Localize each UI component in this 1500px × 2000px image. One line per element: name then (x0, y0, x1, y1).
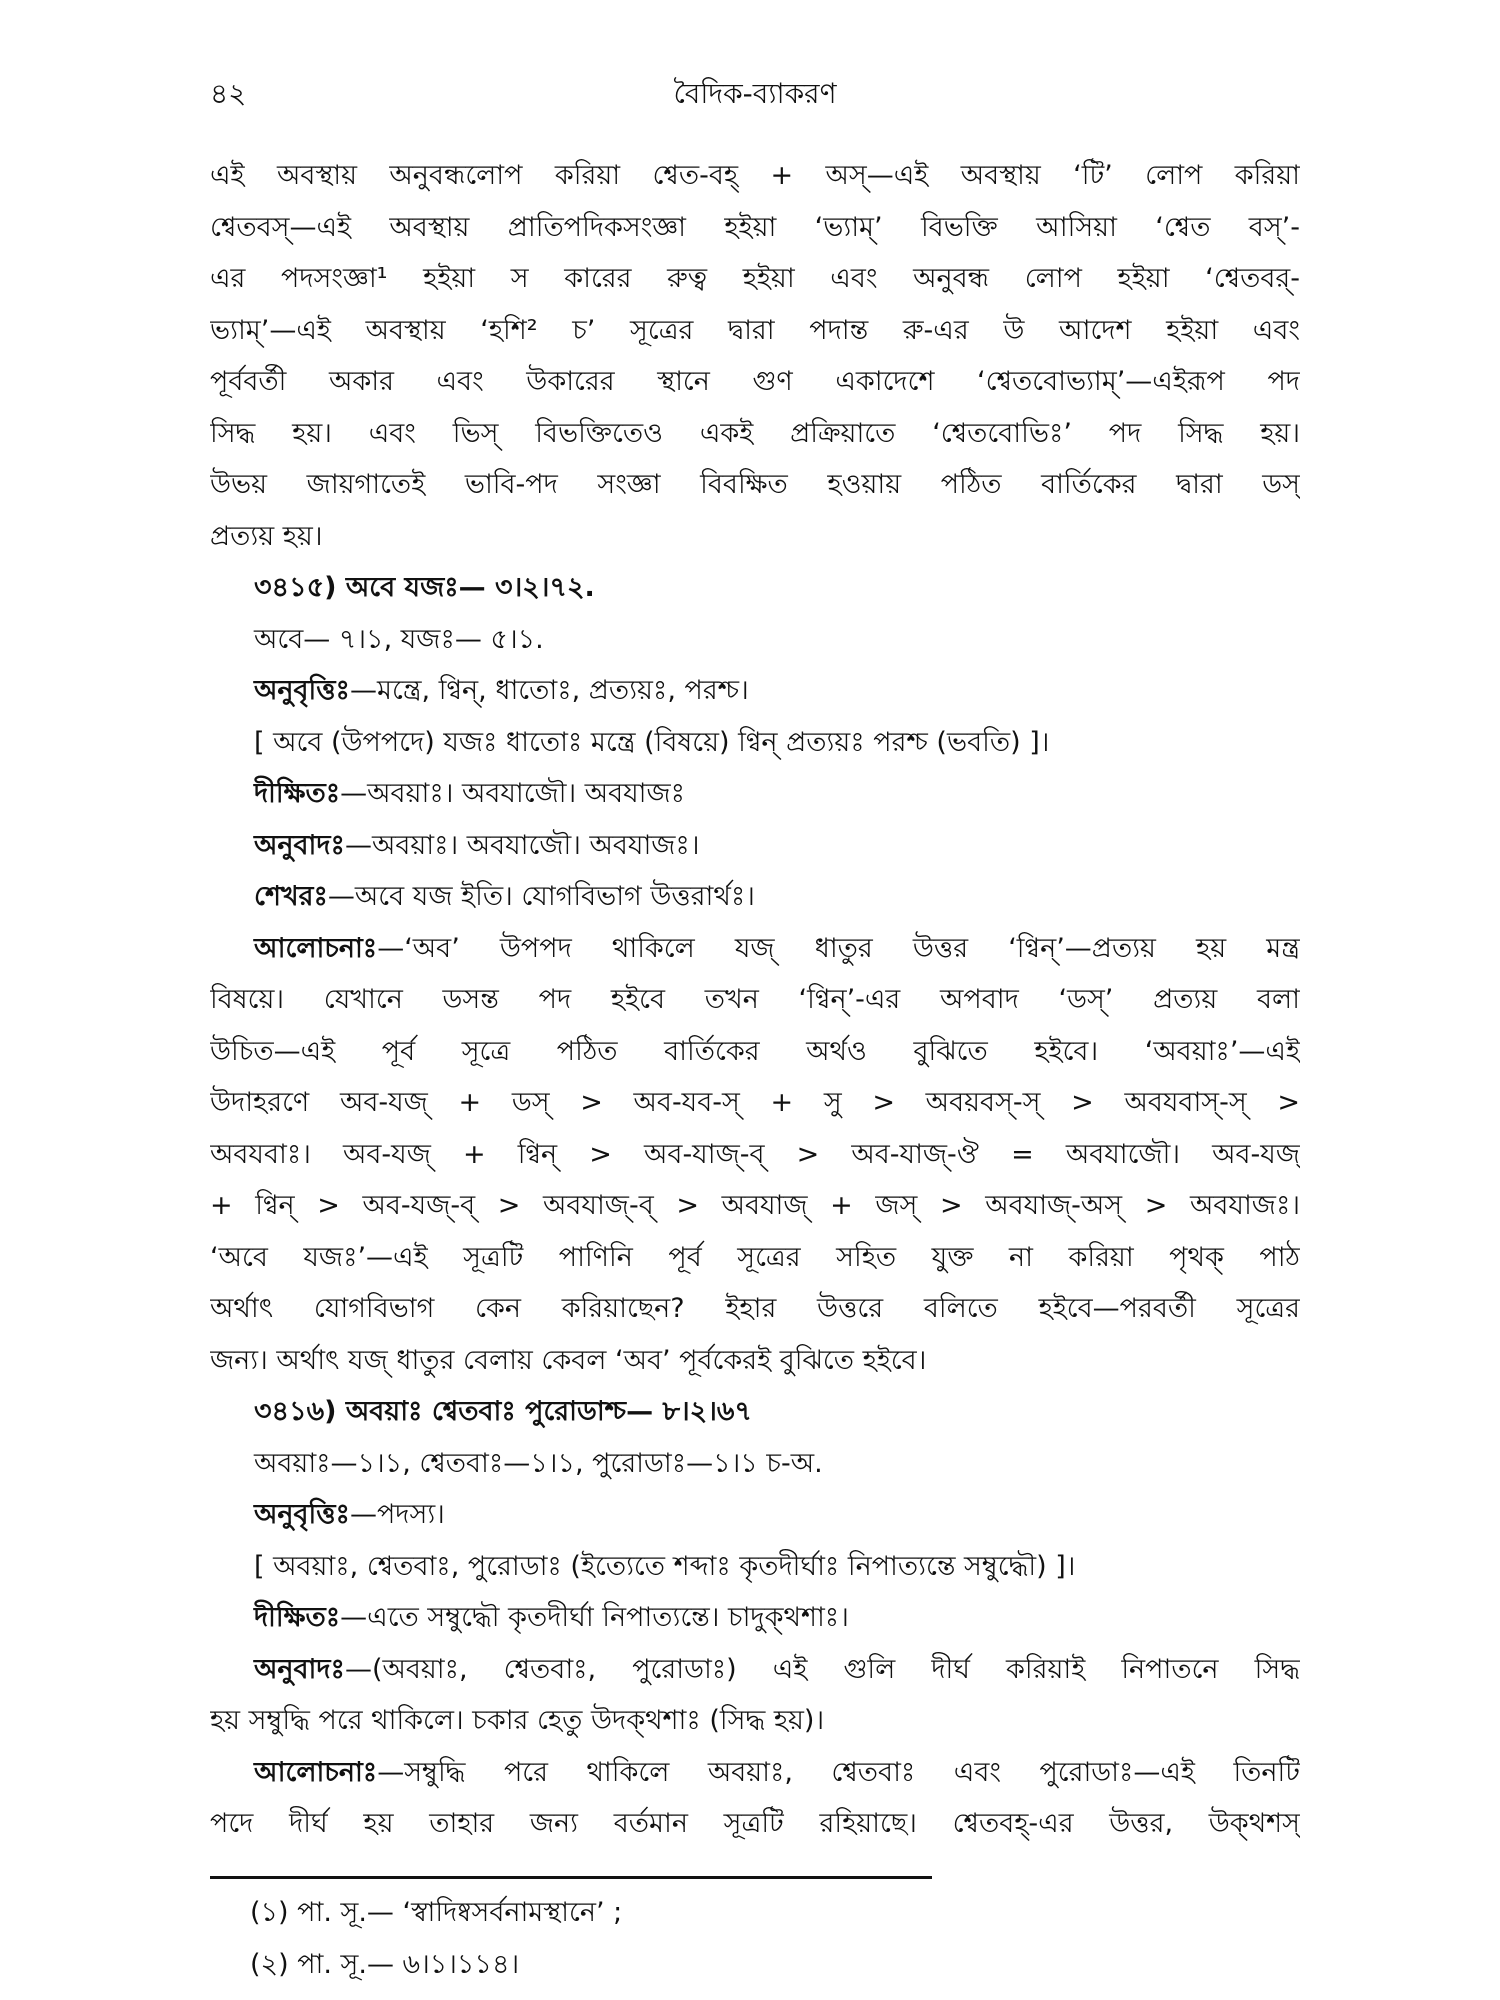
page-header (210, 72, 1300, 122)
text-line: জন্য। অর্থাৎ যজ্ ধাতুর বেলায় কেবল ‘অব’ পূর্বকেরই বুঝিতে হইবে। (210, 1344, 927, 1376)
text-line: ভ্যাম্’—এই অবস্থায় ‘হশি² চ’ সূত্রের দ্বারা পদান্ত রু-এর উ আদেশ হইয়া এবং (210, 314, 1300, 346)
anuvritti-line: অনুবৃত্তিঃ—পদস্য। (254, 1499, 445, 1530)
sutra-heading-3416: ৩৪১৬) অবয়াঃ শ্বেতবাঃ পুরোডাশ্চ— ৮।২।৬৭ (254, 1396, 752, 1427)
page-body (210, 150, 1300, 1850)
alochana-line: আলোচনাঃ—সম্বুদ্ধি পরে থাকিলে অবয়াঃ, শ্বেতবাঃ এবং পুরোডাঃ—এই তিনটি (254, 1756, 1300, 1788)
anuvritti-line: অনুবৃত্তিঃ—মন্ত্রে, ণ্বিন্, ধাতোঃ, প্রত্যয়ঃ, পরশ্চ। (254, 675, 749, 706)
text-line: অর্থাৎ যোগবিভাগ কেন করিয়াছেন? ইহার উত্তরে বলিতে হইবে—পরবর্তী সূত্রের (210, 1293, 1300, 1324)
vritti-line: [ অবে (উপপদে) যজঃ ধাতোঃ মন্ত্রে (বিষয়ে) ণ্বিন্ প্রত্যয়ঃ পরশ্চ (ভবতি) ]। (254, 726, 1050, 758)
anuvada-line: অনুবাদঃ—(অবয়াঃ, শ্বেতবাঃ, পুরোডাঃ) এই গুলি দীর্ঘ করিয়াই নিপাতনে সিদ্ধ (254, 1653, 1300, 1685)
text-line: পদে দীর্ঘ হয় তাহার জন্য বর্তমান সূত্রটি রহিয়াছে। শ্বেতবহ্-এর উত্তর, উক্থশস্ (210, 1808, 1300, 1839)
dikshita-line: দীক্ষিতঃ—অবয়াঃ। অবযাজৌ। অবযাজঃ (254, 778, 686, 809)
text-line: হয় সম্বুদ্ধি পরে থাকিলে। চকার হেতু উদক্থশাঃ (সিদ্ধ হয়)। (210, 1705, 825, 1736)
dikshita-line: দীক্ষিতঃ—এতে সম্বুদ্ধৌ কৃতদীর্ঘা নিপাত্যন্তে। চাদুক্থশাঃ। (254, 1602, 849, 1633)
running-title: বৈদিক-ব্যাকরণ (673, 77, 837, 110)
footnote-2: (২) পা. সূ.— ৬।১।১১৪। (250, 1949, 520, 1980)
text-line: পূর্ববর্তী অকার এবং উকারের স্থানে গুণ একাদেশে ‘শ্বেতবোভ্যাম্’—এইরূপ পদ (210, 366, 1300, 397)
text-line: উচিত—এই পূর্ব সূত্রে পঠিত বার্তিকের অর্থও বুঝিতে হইবে। ‘অবয়াঃ’—এই (210, 1035, 1300, 1067)
text-line: বিষয়ে। যেখানে ডসন্ত পদ হইবে তখন ‘ণ্বিন্’-এর অপবাদ ‘ডস্’ প্রত্যয় বলা (210, 984, 1300, 1015)
text-line: উভয় জায়গাতেই ভাবি-পদ সংজ্ঞা বিবক্ষিত হওয়ায় পঠিত বার্তিকের দ্বারা ডস্ (210, 469, 1300, 500)
alochana-line: আলোচনাঃ—‘অব’ উপপদ থাকিলে যজ্ ধাতুর উত্তর ‘ণ্বিন্’—প্রত্যয় হয় মন্ত্র (254, 932, 1300, 964)
pada-line: অবে— ৭।১, যজঃ— ৫।১. (254, 623, 544, 655)
text-line: অবযবাঃ। অব-যজ্ + ণ্বিন্ > অব-যাজ্-ব্ > অব-যাজ্-ঔ = অবযাজৌ। অব-যজ্ (210, 1138, 1300, 1170)
text-line: শ্বেতবস্—এই অবস্থায় প্রাতিপদিকসংজ্ঞা হইয়া ‘ভ্যাম্’ বিভক্তি আসিয়া ‘শ্বেত বস্’- (210, 211, 1300, 243)
text-line: উদাহরণে অব-যজ্ + ডস্ > অব-যব-স্ + সু > অবয়বস্-স্ > অবযবাস্-স্ > (210, 1087, 1300, 1118)
text-line: সিদ্ধ হয়। এবং ভিস্ বিভক্তিতেও একই প্রক্রিয়াতে ‘শ্বেতবোভিঃ’ পদ সিদ্ধ হয়। (210, 417, 1300, 449)
text-line: এর পদসংজ্ঞা¹ হইয়া স কারের রুত্ব হইয়া এবং অনুবন্ধ লোপ হইয়া ‘শ্বেতবর্- (210, 263, 1300, 294)
text-line: + ণ্বিন্ > অব-যজ্-ব্ > অবযাজ্-ব্ > অবযাজ্ + জস্ > অবযাজ্-অস্ > অবযাজঃ। (210, 1190, 1300, 1221)
text-line: ‘অবে যজঃ’—এই সূত্রটি পাণিনি পূর্ব সূত্রের সহিত যুক্ত না করিয়া পৃথক্ পাঠ (210, 1241, 1300, 1273)
shekhara-line: শেখরঃ—অবে যজ ইতি। যোগবিভাগ উত্তরার্থঃ। (254, 881, 755, 912)
vritti-line: [ অবয়াঃ, শ্বেতবাঃ, পুরোডাঃ (ইত্যেতে শব্দাঃ কৃতদীর্ঘাঃ নিপাত্যন্তে সম্বুদ্ধৌ) ]। (254, 1550, 1076, 1582)
page-number: ৪২ (210, 77, 247, 110)
footnote-rule (210, 1876, 932, 1879)
footnote-1: (১) পা. সূ.— ‘স্বাদিষ্বসর্বনামস্থানে’ ; (250, 1897, 623, 1928)
anuvada-line: অনুবাদঃ—অবয়াঃ। অবযাজৌ। অবযাজঃ। (254, 829, 700, 861)
pada-line: অবয়াঃ—১।১, শ্বেতবাঃ—১।১, পুরোডাঃ—১।১ চ-অ. (254, 1447, 823, 1479)
text-line: প্রত্যয় হয়। (210, 520, 323, 552)
sutra-heading-3415: ৩৪১৫) অবে যজঃ— ৩।২।৭২. (254, 572, 595, 603)
text-line: এই অবস্থায় অনুবন্ধলোপ করিয়া শ্বেত-বহ্ + অস্—এই অবস্থায় ‘টি’ লোপ করিয়া (210, 160, 1300, 191)
